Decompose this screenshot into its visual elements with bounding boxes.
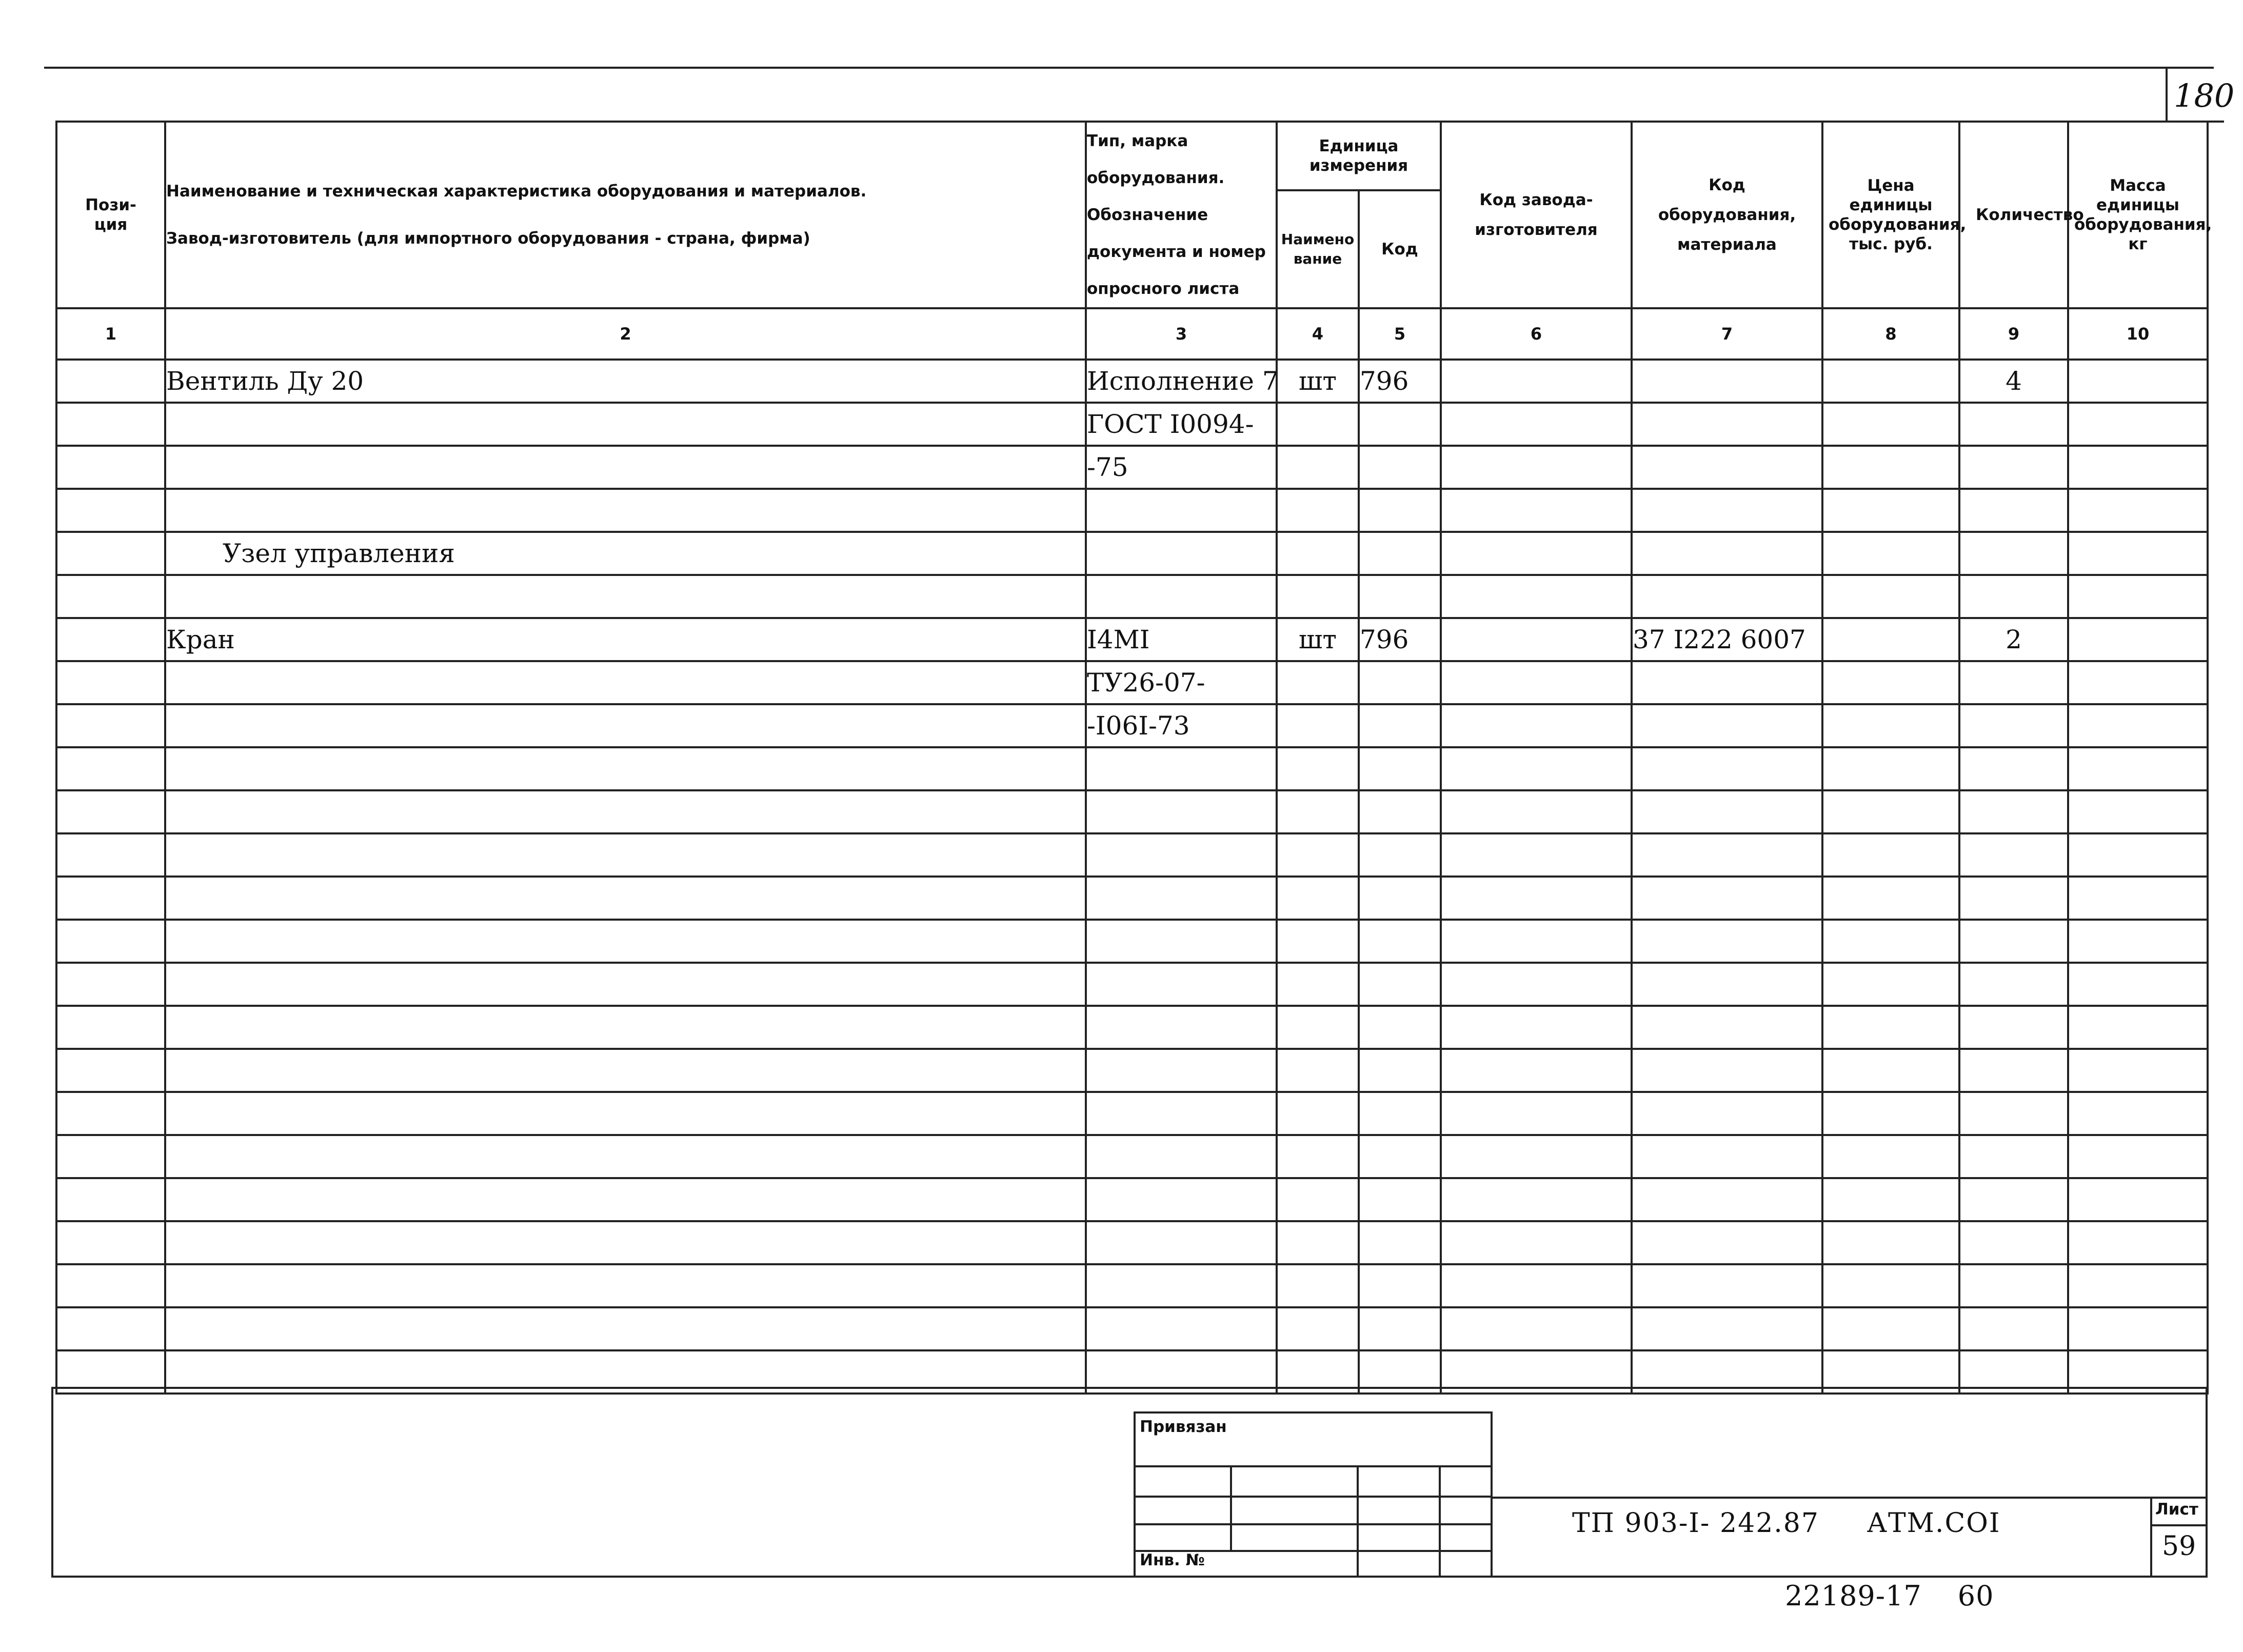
inventory-label: Инв. №: [1140, 1551, 1205, 1569]
column-number: 8: [1822, 308, 1959, 360]
row-price: [1822, 877, 1959, 920]
row-quantity: [1959, 963, 2068, 1006]
row-quantity: [1959, 1092, 2068, 1135]
row-type: ТУ26-07-: [1086, 661, 1277, 704]
row-unit: шт: [1277, 360, 1359, 403]
row-position: [56, 1135, 165, 1178]
row-name: Вентиль Ду 20: [165, 360, 1086, 403]
table-row: [56, 446, 2208, 489]
row-type: -I06I-73: [1086, 704, 1277, 747]
row-position: [56, 403, 165, 446]
row-plant-code: [1441, 1092, 1632, 1135]
row-plant-code: [1441, 1178, 1632, 1221]
footer-page: 60: [1957, 1580, 1994, 1612]
header-unit-code: Код: [1359, 190, 1441, 308]
table-row: [56, 704, 2208, 747]
stamp-divider: [1230, 1465, 1232, 1550]
row-name: [165, 575, 1086, 618]
header-equipment-code: Код оборудования, материала: [1632, 122, 1822, 308]
row-plant-code: [1441, 747, 1632, 790]
row-unit: [1277, 1135, 1359, 1178]
row-unit: [1277, 661, 1359, 704]
row-name: [165, 661, 1086, 704]
row-position: [56, 1049, 165, 1092]
row-price: [1822, 1178, 1959, 1221]
row-mass: [2068, 1049, 2208, 1092]
row-quantity: 4: [1959, 360, 2068, 403]
row-equipment-code: [1632, 833, 1822, 877]
row-mass: [2068, 704, 2208, 747]
row-unit-code: [1359, 661, 1441, 704]
row-plant-code: [1441, 1049, 1632, 1092]
row-unit-code: [1359, 489, 1441, 532]
row-name: [165, 833, 1086, 877]
row-plant-code: [1441, 489, 1632, 532]
row-equipment-code: [1632, 790, 1822, 833]
row-position: [56, 747, 165, 790]
column-number: 4: [1277, 308, 1359, 360]
table-row: [56, 790, 2208, 833]
row-unit-code: [1359, 963, 1441, 1006]
row-price: [1822, 747, 1959, 790]
row-mass: [2068, 575, 2208, 618]
row-mass: [2068, 1221, 2208, 1264]
row-unit-code: [1359, 532, 1441, 575]
row-equipment-code: [1632, 489, 1822, 532]
stamp-divider: [1357, 1465, 1359, 1578]
row-unit: [1277, 532, 1359, 575]
row-plant-code: [1441, 1264, 1632, 1307]
row-unit-code: [1359, 1049, 1441, 1092]
row-type: [1086, 877, 1277, 920]
row-quantity: [1959, 877, 2068, 920]
row-unit-code: [1359, 446, 1441, 489]
row-plant-code: [1441, 1135, 1632, 1178]
table-row: [56, 747, 2208, 790]
row-unit: [1277, 1006, 1359, 1049]
row-quantity: [1959, 1135, 2068, 1178]
row-position: [56, 1307, 165, 1350]
table-row: [56, 1178, 2208, 1221]
row-quantity: [1959, 704, 2068, 747]
row-type: -75: [1086, 446, 1277, 489]
table-row: [56, 489, 2208, 532]
table-row: [56, 1006, 2208, 1049]
header-position: Пози- ция: [56, 122, 165, 308]
row-name: [165, 747, 1086, 790]
footer-archive: [1785, 1580, 1994, 1612]
table-row: [56, 661, 2208, 704]
row-price: [1822, 1092, 1959, 1135]
row-position: [56, 1178, 165, 1221]
column-number: 1: [56, 308, 165, 360]
row-plant-code: [1441, 963, 1632, 1006]
table-row: [56, 833, 2208, 877]
row-price: [1822, 833, 1959, 877]
row-plant-code: [1441, 877, 1632, 920]
row-mass: [2068, 790, 2208, 833]
row-position: [56, 618, 165, 661]
row-position: [56, 963, 165, 1006]
row-quantity: [1959, 833, 2068, 877]
row-equipment-code: [1632, 920, 1822, 963]
row-unit: [1277, 833, 1359, 877]
header-plant-code: Код завода-изготовителя: [1441, 122, 1632, 308]
row-position: [56, 489, 165, 532]
row-price: [1822, 575, 1959, 618]
header-price: Цена единицы оборудования, тыс. руб.: [1822, 122, 1959, 308]
row-plant-code: [1441, 532, 1632, 575]
row-plant-code: [1441, 446, 1632, 489]
row-type: I4MI: [1086, 618, 1277, 661]
row-equipment-code: [1632, 446, 1822, 489]
row-type: [1086, 1264, 1277, 1307]
row-equipment-code: 37 I222 6007: [1632, 618, 1822, 661]
row-unit: [1277, 877, 1359, 920]
row-price: [1822, 1264, 1959, 1307]
row-mass: [2068, 661, 2208, 704]
row-unit: [1277, 1049, 1359, 1092]
row-unit: [1277, 704, 1359, 747]
row-unit: [1277, 920, 1359, 963]
row-type: [1086, 489, 1277, 532]
row-unit: [1277, 747, 1359, 790]
row-type: [1086, 1178, 1277, 1221]
row-mass: [2068, 489, 2208, 532]
row-unit: [1277, 963, 1359, 1006]
row-mass: [2068, 1307, 2208, 1350]
row-unit: шт: [1277, 618, 1359, 661]
row-quantity: [1959, 661, 2068, 704]
row-equipment-code: [1632, 1264, 1822, 1307]
row-equipment-code: [1632, 1006, 1822, 1049]
row-name: [165, 790, 1086, 833]
row-mass: [2068, 446, 2208, 489]
header-mass: Масса единицы оборудования, кг: [2068, 122, 2208, 308]
table-row: [56, 877, 2208, 920]
row-equipment-code: [1632, 1221, 1822, 1264]
row-equipment-code: [1632, 747, 1822, 790]
row-mass: [2068, 747, 2208, 790]
row-mass: [2068, 877, 2208, 920]
column-number: 9: [1959, 308, 2068, 360]
sheet-number-top: 180: [2174, 77, 2235, 114]
row-position: [56, 532, 165, 575]
row-quantity: [1959, 1049, 2068, 1092]
row-type: [1086, 1049, 1277, 1092]
row-position: [56, 661, 165, 704]
row-plant-code: [1441, 661, 1632, 704]
table-row: [56, 920, 2208, 963]
row-price: [1822, 1221, 1959, 1264]
row-name: [165, 1049, 1086, 1092]
row-quantity: [1959, 446, 2068, 489]
row-unit-code: [1359, 833, 1441, 877]
table-row: [56, 1264, 2208, 1307]
row-quantity: [1959, 1264, 2068, 1307]
row-position: [56, 704, 165, 747]
row-unit: [1277, 1092, 1359, 1135]
row-type: Исполнение 7: [1086, 360, 1277, 403]
row-quantity: [1959, 575, 2068, 618]
row-unit-code: [1359, 747, 1441, 790]
row-price: [1822, 446, 1959, 489]
row-plant-code: [1441, 403, 1632, 446]
row-equipment-code: [1632, 1092, 1822, 1135]
row-type: [1086, 575, 1277, 618]
table-row: [56, 575, 2208, 618]
row-price: [1822, 920, 1959, 963]
row-equipment-code: [1632, 1049, 1822, 1092]
row-unit-code: [1359, 1264, 1441, 1307]
column-number: 10: [2068, 308, 2208, 360]
top-border-line: [44, 67, 2214, 69]
row-price: [1822, 963, 1959, 1006]
sheet-value: 59: [2162, 1531, 2196, 1562]
row-type: [1086, 920, 1277, 963]
table-row: [56, 532, 2208, 575]
row-position: [56, 360, 165, 403]
row-price: [1822, 1307, 1959, 1350]
row-name: [165, 1178, 1086, 1221]
stamp-divider: [1439, 1465, 1441, 1578]
row-unit-code: [1359, 790, 1441, 833]
table-row: [56, 1307, 2208, 1350]
row-equipment-code: [1632, 360, 1822, 403]
header-name-line2: Завод-изготовитель (для импортного оборудования - страна, фирма): [166, 229, 810, 248]
table-row: [56, 1092, 2208, 1135]
specification-table: [55, 121, 2212, 1395]
row-name: [165, 1135, 1086, 1178]
table-row: [56, 360, 2208, 403]
row-type: [1086, 963, 1277, 1006]
row-unit-code: [1359, 1178, 1441, 1221]
row-unit: [1277, 790, 1359, 833]
row-mass: [2068, 360, 2208, 403]
row-unit-code: [1359, 1307, 1441, 1350]
row-unit-code: [1359, 403, 1441, 446]
row-name: Кран: [165, 618, 1086, 661]
row-price: [1822, 1006, 1959, 1049]
row-name: [165, 877, 1086, 920]
row-position: [56, 1006, 165, 1049]
row-equipment-code: [1632, 1178, 1822, 1221]
title-block-frame: [51, 1387, 2208, 1578]
table-row: [56, 1049, 2208, 1092]
row-mass: [2068, 618, 2208, 661]
row-type: [1086, 1135, 1277, 1178]
row-type: [1086, 1307, 1277, 1350]
header-unit-name: Наименование: [1277, 190, 1359, 308]
header-quantity: Количество: [1959, 122, 2068, 308]
row-type: [1086, 747, 1277, 790]
column-number: 6: [1441, 308, 1632, 360]
row-quantity: [1959, 1006, 2068, 1049]
row-name: [165, 1092, 1086, 1135]
column-number: 2: [165, 308, 1086, 360]
row-position: [56, 446, 165, 489]
archive-number: 22189-17: [1785, 1580, 1922, 1612]
row-plant-code: [1441, 618, 1632, 661]
row-mass: [2068, 1264, 2208, 1307]
row-mass: [2068, 1178, 2208, 1221]
row-unit: [1277, 1264, 1359, 1307]
row-unit: [1277, 1221, 1359, 1264]
sheet-box-divider: [2150, 1524, 2208, 1526]
row-unit-code: [1359, 1006, 1441, 1049]
row-quantity: [1959, 1221, 2068, 1264]
row-quantity: 2: [1959, 618, 2068, 661]
row-plant-code: [1441, 704, 1632, 747]
row-unit: [1277, 446, 1359, 489]
row-unit: [1277, 1178, 1359, 1221]
row-unit-code: [1359, 575, 1441, 618]
row-position: [56, 1221, 165, 1264]
row-type: [1086, 1221, 1277, 1264]
row-plant-code: [1441, 1006, 1632, 1049]
table-header: [56, 122, 2212, 360]
row-name: [165, 1221, 1086, 1264]
row-equipment-code: [1632, 403, 1822, 446]
row-unit-code: [1359, 877, 1441, 920]
row-position: [56, 920, 165, 963]
row-name: [165, 1006, 1086, 1049]
sheet-label: Лист: [2155, 1500, 2198, 1519]
row-position: [56, 1092, 165, 1135]
row-price: [1822, 790, 1959, 833]
row-mass: [2068, 833, 2208, 877]
row-unit: [1277, 575, 1359, 618]
row-price: [1822, 704, 1959, 747]
row-name: [165, 403, 1086, 446]
row-quantity: [1959, 790, 2068, 833]
row-quantity: [1959, 920, 2068, 963]
row-quantity: [1959, 1307, 2068, 1350]
row-quantity: [1959, 403, 2068, 446]
table-row: [56, 618, 2208, 661]
header-unit-group: Единица измерения: [1277, 122, 1441, 190]
header-name-line1: Наименование и техническая характеристика оборудования и материалов.: [166, 182, 867, 201]
row-position: [56, 1264, 165, 1307]
table-row: [56, 963, 2208, 1006]
row-plant-code: [1441, 833, 1632, 877]
row-unit-code: [1359, 704, 1441, 747]
row-price: [1822, 1135, 1959, 1178]
row-equipment-code: [1632, 661, 1822, 704]
row-mass: [2068, 1135, 2208, 1178]
row-type: [1086, 1092, 1277, 1135]
row-quantity: [1959, 532, 2068, 575]
row-mass: [2068, 1092, 2208, 1135]
row-price: [1822, 1049, 1959, 1092]
row-unit: [1277, 403, 1359, 446]
row-name: [165, 446, 1086, 489]
row-price: [1822, 360, 1959, 403]
row-plant-code: [1441, 1307, 1632, 1350]
row-mass: [2068, 403, 2208, 446]
row-equipment-code: [1632, 1307, 1822, 1350]
row-unit-code: [1359, 1092, 1441, 1135]
table-row: [56, 1221, 2208, 1264]
row-position: [56, 575, 165, 618]
row-unit: [1277, 1307, 1359, 1350]
row-mass: [2068, 532, 2208, 575]
row-mass: [2068, 1006, 2208, 1049]
row-name: [165, 1264, 1086, 1307]
row-price: [1822, 403, 1959, 446]
table-row: [56, 1135, 2208, 1178]
row-quantity: [1959, 747, 2068, 790]
row-unit: [1277, 489, 1359, 532]
row-plant-code: [1441, 360, 1632, 403]
row-mass: [2068, 920, 2208, 963]
row-unit-code: 796: [1359, 618, 1441, 661]
header-name: [165, 122, 1086, 308]
row-price: [1822, 661, 1959, 704]
row-unit-code: [1359, 1135, 1441, 1178]
row-name: Узел управления: [165, 532, 1086, 575]
row-type: [1086, 532, 1277, 575]
table-body: [56, 360, 2208, 1394]
row-name: [165, 1307, 1086, 1350]
document-code: ТП 903-I- 242.87 АТМ.СОI: [1572, 1508, 2001, 1539]
row-name: [165, 489, 1086, 532]
row-position: [56, 833, 165, 877]
row-price: [1822, 618, 1959, 661]
row-price: [1822, 489, 1959, 532]
row-unit-code: [1359, 920, 1441, 963]
row-name: [165, 704, 1086, 747]
row-name: [165, 963, 1086, 1006]
row-equipment-code: [1632, 963, 1822, 1006]
title-block-divider: [1493, 1497, 2208, 1499]
header-type: Тип, марка оборудования. Обозначение документа и номер опросного листа: [1086, 122, 1277, 308]
row-type: ГОСТ I0094-: [1086, 403, 1277, 446]
binding-label: Привязан: [1140, 1418, 1227, 1436]
row-plant-code: [1441, 920, 1632, 963]
row-mass: [2068, 963, 2208, 1006]
row-plant-code: [1441, 790, 1632, 833]
row-position: [56, 790, 165, 833]
row-price: [1822, 532, 1959, 575]
row-equipment-code: [1632, 1135, 1822, 1178]
row-plant-code: [1441, 1221, 1632, 1264]
row-quantity: [1959, 489, 2068, 532]
row-equipment-code: [1632, 704, 1822, 747]
row-position: [56, 877, 165, 920]
column-number: 7: [1632, 308, 1822, 360]
column-number: 5: [1359, 308, 1441, 360]
row-equipment-code: [1632, 575, 1822, 618]
row-type: [1086, 790, 1277, 833]
row-equipment-code: [1632, 532, 1822, 575]
row-plant-code: [1441, 575, 1632, 618]
row-name: [165, 920, 1086, 963]
row-unit-code: [1359, 1221, 1441, 1264]
row-quantity: [1959, 1178, 2068, 1221]
row-type: [1086, 1006, 1277, 1049]
column-number: 3: [1086, 308, 1277, 360]
column-number-row: [56, 308, 2208, 360]
row-type: [1086, 833, 1277, 877]
row-unit-code: 796: [1359, 360, 1441, 403]
row-equipment-code: [1632, 877, 1822, 920]
table-row: [56, 403, 2208, 446]
